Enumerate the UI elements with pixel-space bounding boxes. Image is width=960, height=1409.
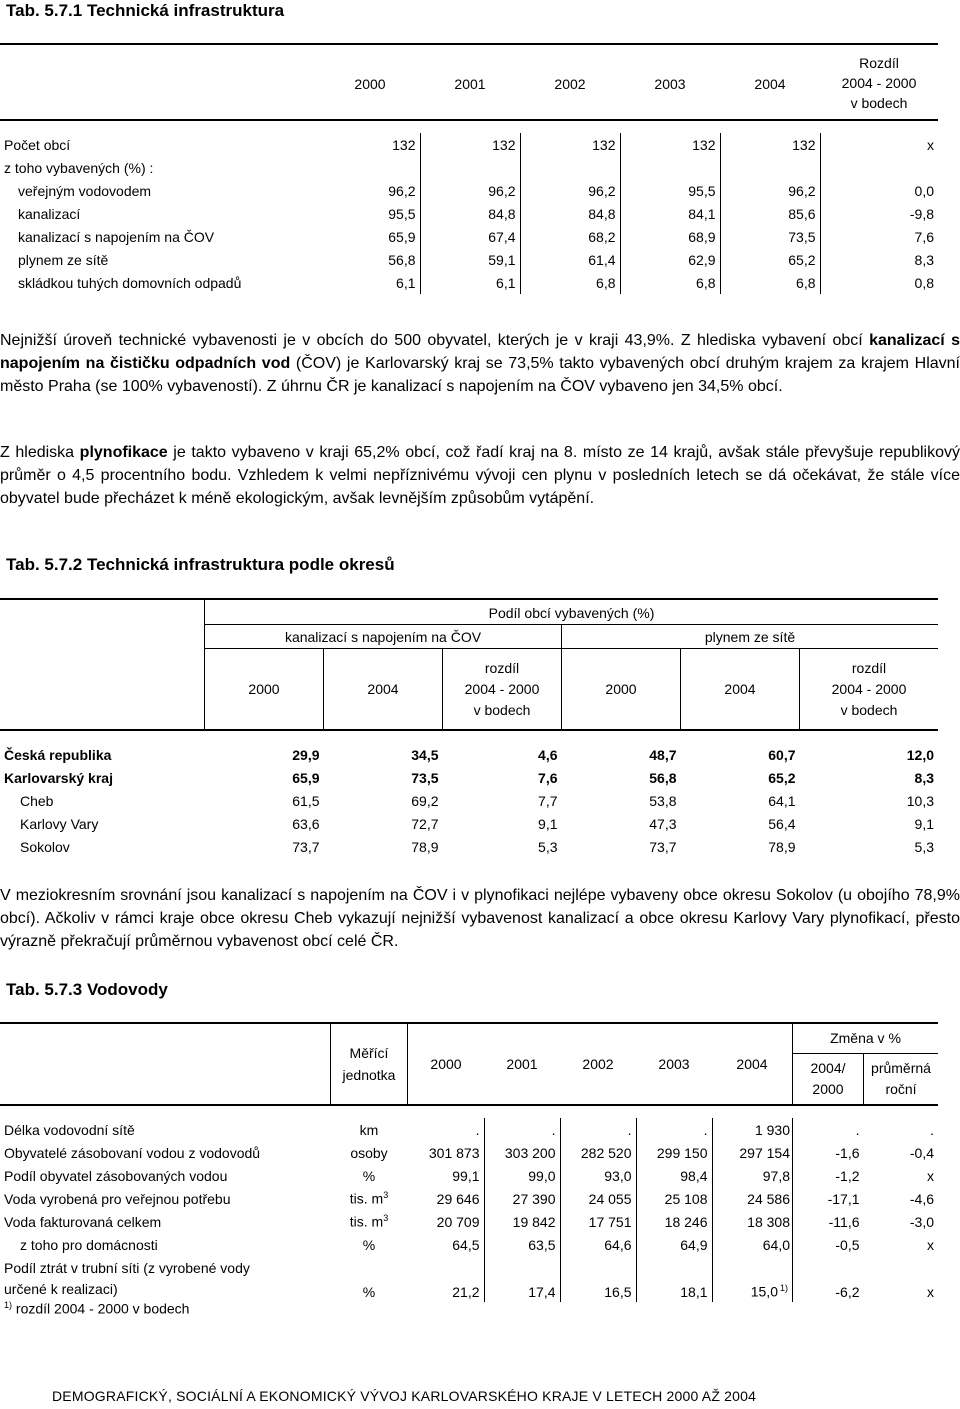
t2-row-label: Sokolov [20, 838, 70, 855]
t3-cell: 299 150 [636, 1141, 712, 1164]
t3-cell: . [408, 1118, 485, 1141]
t3-cell: . [560, 1118, 636, 1141]
table-row [0, 812, 938, 835]
t1-cell [320, 156, 420, 179]
t1-cell: 96,2 [520, 179, 620, 202]
t1-year: 2002 [520, 48, 620, 120]
t2-cell: 64,1 [768, 792, 796, 809]
table1 [0, 43, 938, 300]
t3-change1: . [855, 1121, 860, 1138]
t1-cell: 95,5 [620, 179, 720, 202]
t1-cell: 0,0 [914, 182, 934, 199]
t3-cell: 99,1 [408, 1164, 485, 1187]
t2-cell: 48,7 [649, 746, 677, 763]
t3-unit [331, 1233, 408, 1256]
t1-cell: 56,8 [320, 248, 420, 271]
t3-cell: 303 200 [484, 1141, 560, 1164]
t2-row-label: Karlovarský kraj [4, 769, 113, 786]
t3-cell: 29 646 [408, 1187, 485, 1210]
table-row [0, 271, 938, 294]
table1-bottom [0, 294, 938, 300]
t2-sub-diff: rozdíl 2004 - 2000 v bodech [800, 649, 939, 731]
t3-mark-text: 1) [779, 1283, 788, 1294]
t2-cell: 63,6 [292, 815, 320, 832]
t3-unit-text: osoby [350, 1144, 388, 1161]
t1-cell [620, 156, 720, 179]
t3-cell: 16,5 [560, 1256, 636, 1302]
t1-cell: 95,5 [320, 202, 420, 225]
t1-diff-line: v bodech [850, 95, 908, 111]
t2-cell: 65,9 [292, 769, 320, 786]
t2-cell: 61,5 [292, 792, 320, 809]
t3-row-label: Voda fakturovaná celkem [4, 1213, 162, 1230]
t2-sub-2004: 2004 [681, 649, 800, 731]
t3-cell: 97,8 [712, 1164, 793, 1187]
table1-title: Tab. 5.7.1 Technická infrastruktura [6, 1, 285, 20]
table-row [0, 1118, 938, 1141]
t2-sub-diff: rozdíl 2004 - 2000 v bodech [443, 649, 562, 731]
t3-cell: 24 586 [712, 1187, 793, 1210]
t3-unit [331, 1141, 408, 1164]
table-row [0, 766, 938, 789]
t2-cell: 10,3 [906, 792, 934, 809]
t1-cell: 6,8 [520, 271, 620, 294]
table-row [0, 156, 938, 179]
t3-change1: -1,2 [835, 1167, 860, 1184]
t1-row-label: Počet obcí [4, 136, 71, 153]
table-row [0, 179, 938, 202]
table-row [0, 1187, 938, 1210]
t3-unit: % [362, 1284, 376, 1300]
t3-cell: 301 873 [408, 1141, 485, 1164]
t3-unit-text: km [359, 1121, 379, 1138]
t2-cell: 53,8 [649, 792, 677, 809]
table-row [0, 743, 938, 766]
t3-unit-text: % [362, 1236, 376, 1253]
t3-unit [331, 1118, 408, 1141]
t2-cell: 12,0 [906, 746, 934, 763]
t3-unit [331, 1187, 408, 1210]
table-row [0, 1164, 938, 1187]
footnote: $^{1)}$ rozdíl 2004 - 2000 v bodech [4, 1300, 190, 1317]
table-row [0, 1141, 938, 1164]
t1-cell: 132 [520, 133, 620, 156]
table2-title: Tab. 5.7.2 Technická infrastruktura podle okresů [6, 555, 395, 574]
table3-title: Tab. 5.7.3 Vodovody [6, 980, 168, 999]
t2-cell: 7,6 [538, 769, 558, 786]
t2-cell: 78,9 [768, 838, 796, 855]
paragraph-districts: V meziokresním srovnání jsou kanalizací s napojením na ČOV i v plynofikaci nejlépe vybaveny obce okresu Sokolov (u obojího 78,9% obcí). Ačkoliv v rámci kraje obce okresu Cheb vykazují nejnižší vybavenost kanalizací a obce okresu Karlovy Vary plynofikací, přesto výrazně překračují průměrnou vybavenost obcí celé ČR. [0, 887, 960, 950]
t3-cell: 98,4 [636, 1164, 712, 1187]
t2-cell: 69,2 [411, 792, 439, 809]
t1-row-label: kanalizací s napojením na ČOV [18, 228, 215, 245]
t3-cell: 64,5 [408, 1233, 485, 1256]
t1-diff-line: 2004 - 2000 [841, 75, 917, 91]
table-row [0, 1256, 938, 1302]
t3-unit-header: Měřící jednotka [331, 1023, 408, 1105]
t1-cell: 6,8 [620, 271, 720, 294]
t2-sub-2000: 2000 [205, 649, 324, 731]
t3-change-sub2: průměrná roční [864, 1053, 939, 1105]
t3-unit-sup: 3 [383, 1213, 389, 1224]
t1-cell [820, 156, 938, 179]
t3-cell: 19 842 [484, 1210, 560, 1233]
t3-cell: 17,4 [484, 1256, 560, 1302]
t3-row-label: z toho pro domácnosti [20, 1236, 158, 1253]
t1-cell: 84,8 [420, 202, 520, 225]
t3-row-label-line: určené k realizaci) [4, 1281, 118, 1297]
t3-change2: x [927, 1284, 934, 1300]
t1-cell [520, 156, 620, 179]
t1-cell: 68,9 [620, 225, 720, 248]
t1-cell: 65,2 [720, 248, 820, 271]
t3-change-header: Změna v % [793, 1023, 939, 1053]
t3-row-label-line: Podíl ztrát v trubní síti (z vyrobené vody [4, 1260, 250, 1276]
t3-row-label [0, 1256, 331, 1302]
t3-unit-text: % [362, 1167, 376, 1184]
t1-row-label: z toho vybavených (%) : [4, 159, 154, 176]
t1-cell: 6,1 [420, 271, 520, 294]
t3-cell: 18,1 [636, 1256, 712, 1302]
t2-cell: 47,3 [649, 815, 677, 832]
t3-cell: 24 055 [560, 1187, 636, 1210]
t3-change1: -17,1 [827, 1190, 860, 1207]
t1-cell: 96,2 [320, 179, 420, 202]
spacer [0, 294, 320, 300]
t1-cell: 73,5 [720, 225, 820, 248]
t2-top-header: Podíl obcí vybavených (%) [205, 599, 939, 625]
t3-unit-text: tis. m [349, 1213, 384, 1230]
t3-cell-text: 15,0 [750, 1284, 778, 1300]
t2-group-sewerage: kanalizací s napojením na ČOV [205, 625, 562, 649]
t2-cell: 9,1 [538, 815, 558, 832]
t3-cell: 297 154 [712, 1141, 793, 1164]
t1-cell: 132 [320, 133, 420, 156]
t3-unit [331, 1210, 408, 1233]
t3-change1: -11,6 [828, 1213, 860, 1230]
t1-row-label: skládkou tuhých domovních odpadů [18, 274, 242, 291]
t1-row-label: plynem ze sítě [18, 251, 109, 268]
t2-cell: 73,5 [411, 769, 439, 786]
t1-cell: 96,2 [420, 179, 520, 202]
t3-cell: 99,0 [484, 1164, 560, 1187]
t2-cell: 56,4 [768, 815, 796, 832]
t3-cell: 27 390 [484, 1187, 560, 1210]
t3-cell: 63,5 [484, 1233, 560, 1256]
t3-change2: x [927, 1236, 934, 1253]
table-row [0, 1233, 938, 1256]
t3-change2: . [930, 1121, 934, 1138]
t3-change1: -1,6 [835, 1144, 860, 1161]
t2-cell: 65,2 [768, 769, 796, 786]
paragraph-gasification: Z hlediska plynofikace je takto vybaveno v kraji 65,2% obcí, což řadí kraj na 8. místo ze 14 krajů, avšak stále převyšuje republikový průměr o 4,5 procentního bodu. Vzhledem k velmi nepříznivému vývoji cen plynu v posledních letech se dá očekávat, že stále více obyvatel bude přecházet k méně ekologickým, avšak levnějším způsobům vytápění. [0, 444, 960, 507]
t1-cell: -9,8 [909, 205, 934, 222]
t2-cell: 73,7 [649, 838, 677, 855]
t2-sub-2000: 2000 [562, 649, 681, 731]
t3-cell: . [484, 1118, 560, 1141]
t2-cell: 29,9 [292, 746, 320, 763]
t3-unit-sup: 3 [383, 1190, 389, 1201]
t2-cell: 8,3 [914, 769, 934, 786]
t2-cell: 56,8 [649, 769, 677, 786]
t1-row-label: veřejným vodovodem [18, 182, 152, 199]
t1-year: 2003 [620, 48, 720, 120]
t2-cell: 9,1 [914, 815, 934, 832]
t1-year: 2004 [720, 48, 820, 120]
t3-unit-text: tis. m [349, 1190, 384, 1207]
t3-cell: 25 108 [636, 1187, 712, 1210]
t1-cell: 6,1 [320, 271, 420, 294]
t1-cell: 96,2 [720, 179, 820, 202]
t1-cell: 67,4 [420, 225, 520, 248]
t2-cell: 7,7 [538, 792, 558, 809]
t1-cell: 8,3 [914, 251, 934, 268]
t2-cell: 60,7 [768, 746, 796, 763]
t3-year: 2003 [636, 1023, 712, 1105]
t3-cell: 282 520 [560, 1141, 636, 1164]
t1-cell: 132 [420, 133, 520, 156]
t2-cell: 73,7 [292, 838, 320, 855]
t3-year: 2000 [408, 1023, 485, 1105]
t1-cell: 62,9 [620, 248, 720, 271]
t1-cell: 0,8 [914, 274, 934, 291]
t3-change2: x [927, 1167, 934, 1184]
t3-cell: 17 751 [560, 1210, 636, 1233]
table3 [0, 1022, 938, 1302]
t3-cell: 18 308 [712, 1210, 793, 1233]
t1-cell: 65,9 [320, 225, 420, 248]
t2-cell: 4,6 [538, 746, 558, 763]
t3-year: 2004 [712, 1023, 793, 1105]
t3-change2: -4,6 [909, 1190, 934, 1207]
t1-cell: x [927, 136, 934, 153]
t1-cell: 132 [720, 133, 820, 156]
t3-cell: 93,0 [560, 1164, 636, 1187]
t3-cell: . [636, 1118, 712, 1141]
t1-cell: 132 [620, 133, 720, 156]
t3-unit [331, 1164, 408, 1187]
t1-cell: 85,6 [720, 202, 820, 225]
table1-header [0, 48, 938, 120]
t3-change-sub1: 2004/ 2000 [793, 1053, 864, 1105]
paragraph-sewerage: Nejnižší úroveň technické vybavenosti je v obcích do 500 obyvatel, kterých je v kraji 43,9%. Z hlediska vybavení obcí kanalizací s napojením na čističku odpadních vod (ČOV) je Karlovarský kraj se 73,5% takto vybavených obcí druhým krajem za krajem Hlavní město Praha (se 100% vybaveností). Z úhrnu ČR je kanalizací s napojením na ČOV vybaveno jen 34,5% obcí. [0, 332, 960, 395]
t3-year: 2002 [560, 1023, 636, 1105]
t1-diff-line: Rozdíl [859, 55, 899, 71]
t1-cell: 68,2 [520, 225, 620, 248]
t2-row-label: Cheb [20, 792, 54, 809]
table-row [0, 202, 938, 225]
t3-cell: 18 246 [636, 1210, 712, 1233]
t2-row-label: Karlovy Vary [20, 815, 99, 832]
t3-row-label: Obyvatelé zásobovaní vodou z vodovodů [4, 1144, 261, 1161]
t1-cell: 84,1 [620, 202, 720, 225]
t1-cell: 59,1 [420, 248, 520, 271]
t3-year: 2001 [484, 1023, 560, 1105]
t2-sub-2004: 2004 [324, 649, 443, 731]
t3-cell: 1 930 [712, 1118, 793, 1141]
table-row [0, 1210, 938, 1233]
table-row [0, 248, 938, 271]
t1-cell: 7,6 [914, 228, 934, 245]
t1-cell: 84,8 [520, 202, 620, 225]
t3-row-label: Podíl obyvatel zásobovaných vodou [4, 1167, 228, 1184]
t3-cell [712, 1256, 793, 1302]
table2 [0, 598, 938, 858]
t3-row-label: Délka vodovodní sítě [4, 1121, 135, 1138]
table-row [0, 835, 938, 858]
t2-group-gas: plynem ze sítě [562, 625, 939, 649]
t2-cell: 34,5 [411, 746, 439, 763]
t3-change1: -6,2 [835, 1284, 860, 1300]
t3-cell: 20 709 [408, 1210, 485, 1233]
table-row [0, 789, 938, 812]
t2-cell: 78,9 [411, 838, 439, 855]
t1-cell [420, 156, 520, 179]
t1-year: 2000 [320, 48, 420, 120]
t3-change2: -3,0 [909, 1213, 934, 1230]
t3-cell: 64,9 [636, 1233, 712, 1256]
t1-year: 2001 [420, 48, 520, 120]
t2-cell: 72,7 [411, 815, 439, 832]
t1-cell [720, 156, 820, 179]
t1-cell: 6,8 [720, 271, 820, 294]
t3-cell: 64,6 [560, 1233, 636, 1256]
t2-cell: 5,3 [538, 838, 558, 855]
t2-cell: 5,3 [914, 838, 934, 855]
t2-row-label: Česká republika [4, 746, 112, 763]
t1-cell: 61,4 [520, 248, 620, 271]
t3-row-label: Voda vyrobená pro veřejnou potřebu [4, 1190, 231, 1207]
t3-cell: 21,2 [408, 1256, 485, 1302]
t1-row-label: kanalizací [18, 205, 81, 222]
table-row [0, 225, 938, 248]
t3-cell: 64,0 [712, 1233, 793, 1256]
page-footer: DEMOGRAFICKÝ, SOCIÁLNÍ A EKONOMICKÝ VÝVOJ KARLOVARSKÉHO KRAJE V LETECH 2000 AŽ 2004 [52, 1388, 757, 1404]
t3-change1: -0,5 [835, 1236, 860, 1253]
table-row [0, 133, 938, 156]
t3-change2: -0,4 [909, 1144, 934, 1161]
t1-diff-header [820, 48, 938, 120]
